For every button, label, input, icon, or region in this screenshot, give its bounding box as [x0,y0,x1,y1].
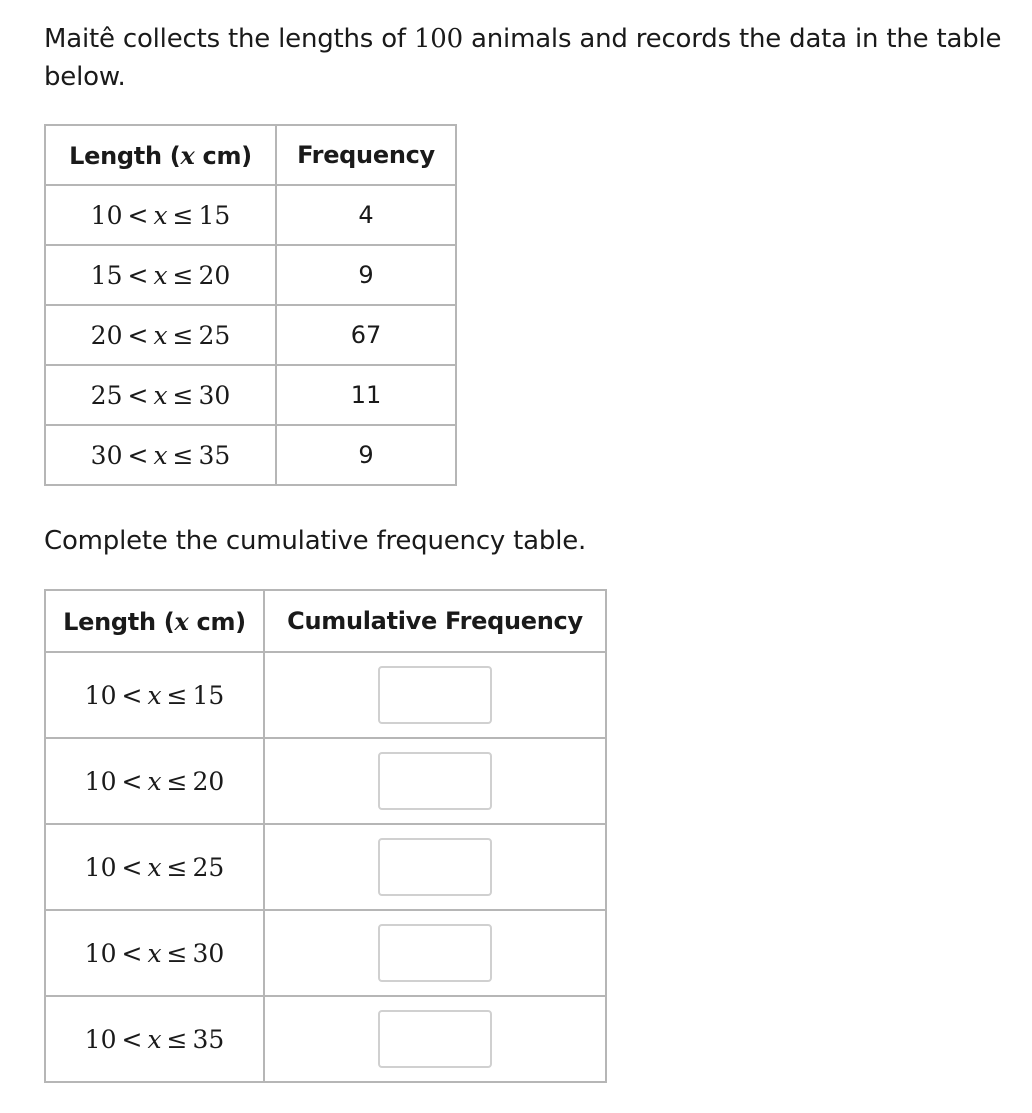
interval-upper-bound: 30 [198,380,231,410]
cumulative-frequency-input[interactable] [378,924,492,982]
cumulative-frequency-table [44,589,607,1083]
less-equal-symbol: ≤ [172,440,194,470]
interval-lower-bound: 10 [84,680,117,710]
interval-upper-bound: 25 [198,320,231,350]
cumulative-answer-cell [264,738,606,824]
cumulative-table-row [45,996,606,1082]
frequency-table-header-row [45,125,456,185]
frequency-value-cell: 67 [276,305,456,365]
less-than-symbol: < [121,938,143,968]
cumulative-table-row [45,652,606,738]
length-column-header: Length (x cm) [45,125,276,185]
length-interval-cell [45,425,276,485]
cumulative-answer-cell [264,824,606,910]
interval-upper-bound: 30 [192,938,225,968]
interval-lower-bound: 10 [84,938,117,968]
less-than-symbol: < [127,380,149,410]
less-than-symbol: < [121,680,143,710]
cumulative-frequency-input[interactable] [378,1010,492,1068]
less-equal-symbol: ≤ [172,380,194,410]
variable-x: x [153,260,168,290]
interval-upper-bound: 20 [198,260,231,290]
less-than-symbol: < [121,766,143,796]
cumulative-frequency-column-header: Cumulative Frequency [264,590,606,652]
less-equal-symbol: ≤ [166,766,188,796]
interval-lower-bound: 15 [90,260,123,290]
frequency-value-cell: 9 [276,245,456,305]
interval-upper-bound: 35 [198,440,231,470]
length-column-header: Length (x cm) [45,590,264,652]
cumulative-frequency-input[interactable] [378,752,492,810]
cumulative-answer-cell [264,996,606,1082]
interval-lower-bound: 20 [90,320,123,350]
interval-upper-bound: 35 [192,1024,225,1054]
interval-lower-bound: 30 [90,440,123,470]
variable-x: x [153,200,168,230]
interval-lower-bound: 25 [90,380,123,410]
intro-text-start: Maitê collects the lengths of [44,24,414,54]
length-interval-cell [45,245,276,305]
length-interval-cell [45,365,276,425]
frequency-table-row [45,305,456,365]
less-than-symbol: < [127,200,149,230]
length-interval-cell [45,652,264,738]
less-equal-symbol: ≤ [166,1024,188,1054]
length-interval-cell [45,824,264,910]
interval-upper-bound: 15 [198,200,231,230]
less-equal-symbol: ≤ [172,200,194,230]
interval-upper-bound: 20 [192,766,225,796]
animal-count: 100 [413,24,463,54]
instruction-text: Complete the cumulative frequency table. [44,526,587,556]
less-equal-symbol: ≤ [172,320,194,350]
variable-x: x [147,1024,162,1054]
variable-x: x [147,680,162,710]
variable-x: x [153,380,168,410]
frequency-table-row [45,245,456,305]
less-than-symbol: < [121,852,143,882]
variable-x: x [147,852,162,882]
frequency-table-row [45,425,456,485]
less-than-symbol: < [127,320,149,350]
frequency-table-row [45,365,456,425]
length-interval-cell [45,185,276,245]
interval-lower-bound: 10 [84,766,117,796]
variable-x: x [147,938,162,968]
cumulative-table-row [45,910,606,996]
frequency-value-cell: 11 [276,365,456,425]
cumulative-frequency-input[interactable] [378,838,492,896]
frequency-table-row [45,185,456,245]
frequency-table [44,124,457,486]
less-equal-symbol: ≤ [166,852,188,882]
less-than-symbol: < [121,1024,143,1054]
interval-lower-bound: 10 [84,1024,117,1054]
frequency-value-cell: 9 [276,425,456,485]
variable-x: x [153,440,168,470]
less-than-symbol: < [127,260,149,290]
cumulative-answer-cell [264,910,606,996]
interval-upper-bound: 15 [192,680,225,710]
frequency-column-header: Frequency [276,125,456,185]
cumulative-table-header-row [45,590,606,652]
less-equal-symbol: ≤ [166,938,188,968]
intro-text-end: animals and records the data in the table below. [44,24,1002,92]
frequency-value-cell: 4 [276,185,456,245]
cumulative-table-row [45,824,606,910]
interval-lower-bound: 10 [90,200,123,230]
length-interval-cell [45,738,264,824]
length-interval-cell [45,996,264,1082]
interval-lower-bound: 10 [84,852,117,882]
problem-statement [44,20,1019,96]
cumulative-answer-cell [264,652,606,738]
less-equal-symbol: ≤ [166,680,188,710]
variable-x: x [153,320,168,350]
length-interval-cell [45,910,264,996]
less-equal-symbol: ≤ [172,260,194,290]
cumulative-table-row [45,738,606,824]
interval-upper-bound: 25 [192,852,225,882]
length-interval-cell [45,305,276,365]
variable-x: x [147,766,162,796]
cumulative-frequency-input[interactable] [378,666,492,724]
less-than-symbol: < [127,440,149,470]
